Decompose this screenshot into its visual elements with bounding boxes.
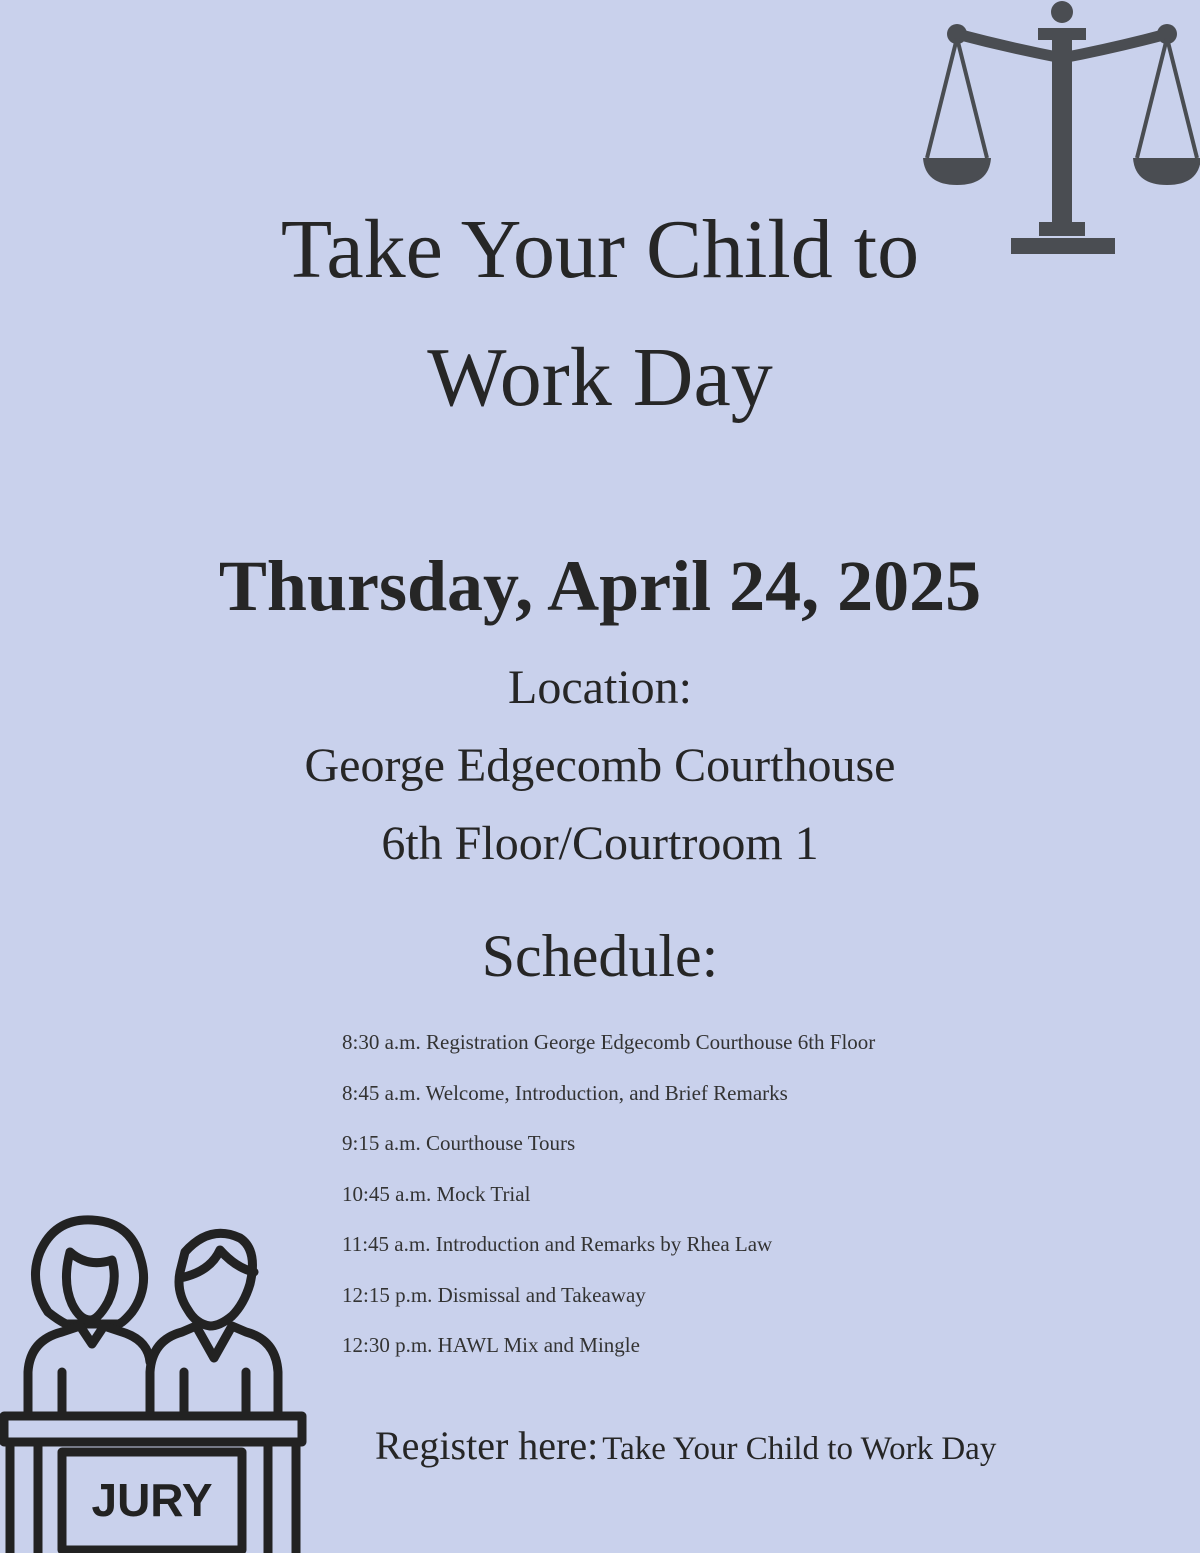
schedule-item: 9:15 a.m. Courthouse Tours [342, 1131, 576, 1155]
location-building: George Edgecomb Courthouse [304, 739, 896, 792]
register-link[interactable]: Take Your Child to Work Day [602, 1431, 997, 1467]
schedule-item: 8:30 a.m. Registration George Edgecomb Courthouse 6th Floor [342, 1030, 876, 1054]
jury-box-icon [0, 1212, 310, 1553]
register-line [375, 1423, 997, 1468]
flyer-title-line-1: Take Your Child to [280, 203, 920, 296]
schedule-item: 12:30 p.m. HAWL Mix and Mingle [342, 1333, 640, 1357]
jury-sign-text: JURY [91, 1474, 213, 1526]
schedule-item: 12:15 p.m. Dismissal and Takeaway [342, 1282, 646, 1307]
schedule-item: 11:45 a.m. Introduction and Remarks by Rhea Law [342, 1232, 773, 1256]
event-date: Thursday, April 24, 2025 [218, 546, 982, 626]
schedule-item: 10:45 a.m. Mock Trial [342, 1181, 531, 1206]
location-room: 6th Floor/Courtroom 1 [381, 817, 819, 870]
schedule-list [342, 1032, 875, 1386]
register-label: Register here: [375, 1423, 599, 1468]
schedule-heading: Schedule: [481, 923, 719, 989]
schedule-item: 8:45 a.m. Welcome, Introduction, and Brief Remarks [342, 1080, 788, 1105]
flyer-title-line-2: Work Day [427, 331, 773, 424]
location-label: Location: [508, 661, 692, 714]
